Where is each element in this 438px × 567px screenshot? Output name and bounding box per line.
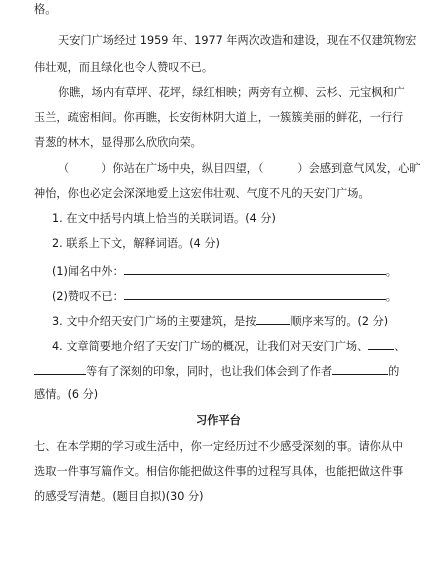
question-2-item-1 (52, 263, 397, 279)
answer-line-q4-1[interactable] (368, 338, 394, 350)
paragraph-1-line-2: 伟壮观，而且绿化也令人赞叹不已。 (34, 61, 214, 74)
answer-line-q2a[interactable] (124, 263, 386, 275)
paragraph-2-line-3: 青葱的林木，显得那么欣欣向荣。 (34, 136, 202, 149)
question-4-text-b: 、 (394, 340, 406, 353)
question-3-text-b: 顺序来写的。(2 分) (290, 315, 389, 328)
paragraph-3-line-2: 神怡，你也必定会深深地爱上这宏伟壮观、气度不凡的天安门广场。 (34, 187, 370, 200)
question-4-line-2 (34, 363, 399, 379)
paragraph-fragment: 格。 (34, 3, 57, 16)
question-3 (52, 313, 388, 329)
paragraph-3-mid: ）你站在广场中央，纵目四望，（ (101, 162, 264, 175)
question-2-item-2 (52, 288, 397, 304)
question-4-text-d: 的 (388, 365, 400, 378)
answer-line-q3[interactable] (256, 313, 290, 325)
question-4-line-1 (52, 338, 406, 354)
essay-prompt-line-2: 选取一件事写篇作文。相信你能把做这件事的过程写具体，也能把做这件事 (34, 465, 404, 478)
paragraph-3-end: ）会感到意气风发，心旷 (297, 162, 421, 175)
question-2: 2. 联系上下文，解释词语。(4 分) (52, 237, 220, 250)
question-2-item-2-end: 。 (385, 290, 397, 303)
paragraph-1-line-1: 天安门广场经过 1959 年、1977 年两次改造和建设，现在不仅建筑物宏 (58, 34, 417, 47)
answer-line-q4-2[interactable] (34, 363, 86, 375)
question-3-text-a: 3. 文中介绍天安门广场的主要建筑，是按 (52, 315, 257, 328)
question-2-item-1-end: 。 (385, 265, 397, 278)
paragraph-3-line-1 (58, 162, 421, 176)
section-title: 习作平台 (196, 414, 241, 427)
paren-open: （ (58, 162, 70, 175)
answer-line-q4-3[interactable] (332, 363, 388, 375)
paragraph-2-line-2: 玉兰，疏密相间。你再瞧，长安街林阴大道上，一簇簇美丽的鲜花，一行行 (34, 111, 404, 124)
question-1: 1. 在文中括号内填上恰当的关联词语。(4 分) (52, 212, 276, 225)
question-2-item-1-label: (1)闻名中外： (52, 265, 124, 278)
question-4-line-3: 感情。(6 分) (34, 388, 99, 401)
paragraph-2-line-1: 你瞧，场内有草坪、花坪，绿红相映；两旁有立柳、云杉、元宝枫和广 (58, 86, 405, 99)
question-4-text-c: 等有了深刻的印象，同时，也让我们体会到了作者 (86, 365, 333, 378)
essay-prompt-line-1: 七、在本学期的学习或生活中，你一定经历过不少感受深刻的事。请你从中 (34, 440, 404, 453)
question-2-item-2-label: (2)赞叹不已： (52, 290, 124, 303)
question-4-text-a: 4. 文章简要地介绍了天安门广场的概况，让我们对天安门广场、 (52, 340, 369, 353)
answer-line-q2b[interactable] (124, 288, 386, 300)
essay-prompt-line-3: 的感受写清楚。(题目自拟)(30 分) (34, 490, 204, 503)
